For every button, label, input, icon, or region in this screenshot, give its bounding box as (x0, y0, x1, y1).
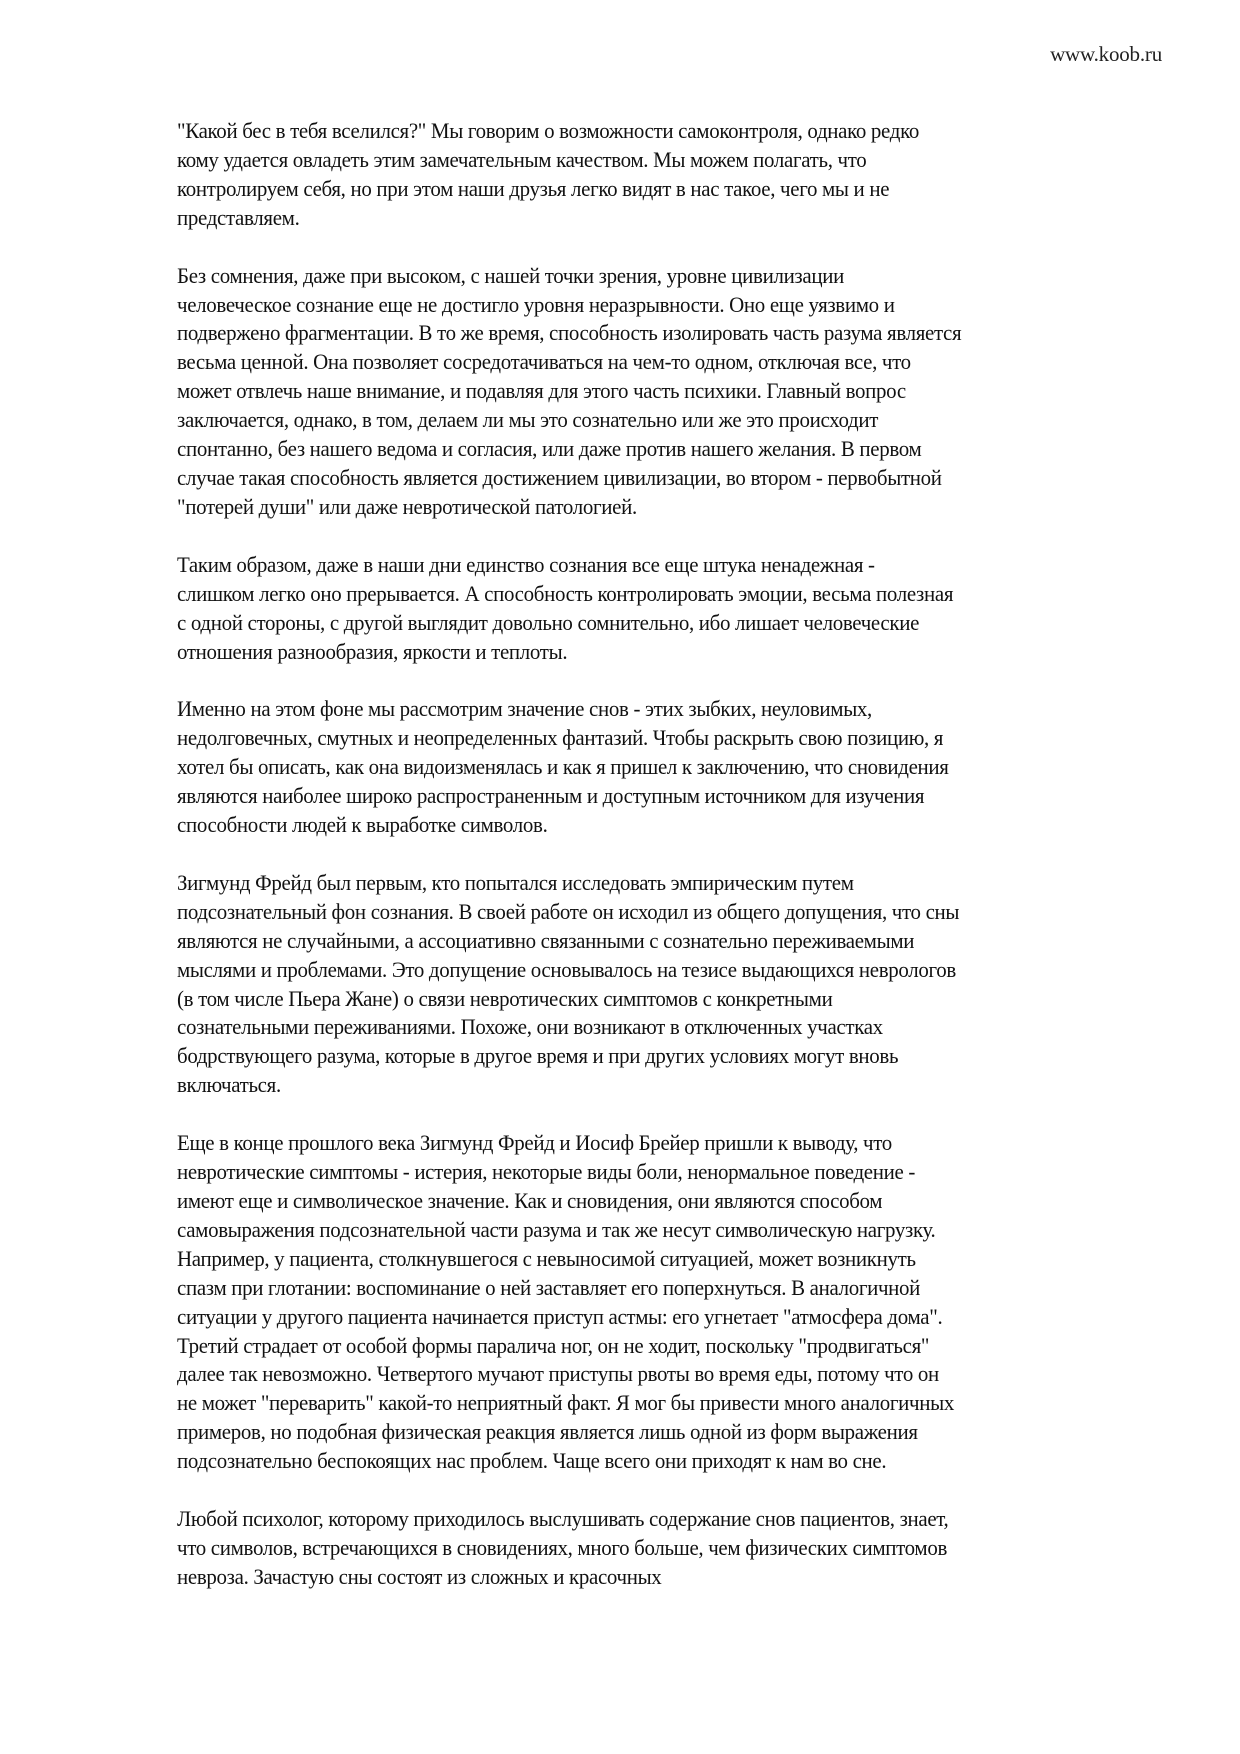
paragraph-3 (177, 551, 1187, 667)
text-line: способности людей к выработке символов. (177, 812, 548, 838)
text-line: являются не случайными, а ассоциативно связанными с сознательно переживаемыми (177, 927, 915, 953)
text-line: подсознательный фон сознания. В своей работе он исходил из общего допущения, что сны (177, 898, 960, 924)
text-line: (в том числе Пьера Жане) о связи невротических симптомов с конкретными (177, 985, 833, 1011)
text-line: кому удается овладеть этим замечательным качеством. Мы можем полагать, что (177, 146, 867, 172)
text-line: включаться. (177, 1072, 281, 1098)
text-line: человеческое сознание еще не достигло уровня неразрывности. Оно еще уязвимо и (177, 291, 895, 317)
text-line: Третий страдает от особой формы паралича ног, он не ходит, поскольку "продвигаться" (177, 1332, 930, 1358)
paragraph-4 (177, 695, 1187, 840)
text-line: Именно на этом фоне мы рассмотрим значение снов - этих зыбких, неуловимых, (177, 696, 872, 722)
text-line: отношения разнообразия, яркости и теплоты. (177, 638, 568, 664)
text-line: подвержено фрагментации. В то же время, способность изолировать часть разума является (177, 320, 962, 346)
text-line: имеют еще и символическое значение. Как и сновидения, они являются способом (177, 1188, 883, 1213)
paragraph-7 (177, 1505, 1187, 1592)
text-line: ситуации у другого пациента начинается приступ астмы: его угнетает "атмосфера дома". (177, 1303, 943, 1329)
text-line: Любой психолог, которому приходилось выслушивать содержание снов пациентов, знает, (177, 1506, 949, 1532)
text-line: случае такая способность является достижением цивилизации, во втором - первобытной (177, 464, 942, 490)
text-line: невротические симптомы - истерия, некоторые виды боли, ненормальное поведение - (177, 1159, 916, 1185)
text-line: "Какой бес в тебя вселился?" Мы говорим о возможности самоконтроля, однако редко (177, 118, 919, 143)
text-line: контролируем себя, но при этом наши друзья легко видят в нас такое, чего мы и не (177, 175, 890, 201)
text-line: с одной стороны, с другой выглядит довольно сомнительно, ибо лишает человеческие (177, 609, 920, 635)
text-line: мыслями и проблемами. Это допущение основывалось на тезисе выдающихся неврологов (177, 956, 956, 982)
site-url: www.koob.ru (1050, 42, 1162, 66)
text-line: не может "переварить" какой-то неприятный факт. Я мог бы привести много аналогичных (177, 1390, 955, 1416)
text-line: примеров, но подобная физическая реакция является лишь одной из форм выражения (177, 1419, 918, 1445)
paragraph-1 (177, 117, 1187, 233)
text-line: "потерей души" или даже невротической патологией. (177, 493, 637, 519)
text-line: что символов, встречающихся в сновидениях, много больше, чем физических симптомов (177, 1534, 948, 1560)
text-line: самовыражения подсознательной части разума и так же несут символическую нагрузку. (177, 1216, 936, 1242)
text-line: спонтанно, без нашего ведома и согласия, или даже против нашего желания. В первом (177, 436, 922, 462)
paragraph-6 (177, 1129, 1187, 1476)
text-line: заключается, однако, в том, делаем ли мы это сознательно или же это происходит (177, 407, 879, 433)
text-line: недолговечных, смутных и неопределенных фантазий. Чтобы раскрыть свою позицию, я (177, 725, 944, 751)
text-line: бодрствующего разума, которые в другое время и при других условиях могут вновь (177, 1043, 899, 1069)
text-line: являются наиболее широко распространенным и доступным источником для изучения (177, 783, 925, 809)
text-line: сознательными переживаниями. Похоже, они возникают в отключенных участках (177, 1014, 883, 1040)
text-line: спазм при глотании: воспоминание о ней заставляет его поперхнуться. В аналогичной (177, 1274, 921, 1300)
text-line: Еще в конце прошлого века Зигмунд Фрейд и Иосиф Брейер пришли к выводу, что (177, 1130, 892, 1156)
text-line: далее так невозможно. Четвертого мучают приступы рвоты во время еды, потому что он (177, 1361, 939, 1387)
text-line: подсознательно беспокоящих нас проблем. Чаще всего они приходят к нам во сне. (177, 1448, 887, 1474)
text-line: невроза. Зачастую сны состоят из сложных и красочных (177, 1563, 662, 1589)
text-line: Например, у пациента, столкнувшегося с невыносимой ситуацией, может возникнуть (177, 1245, 916, 1271)
text-line: весьма ценной. Она позволяет сосредотачиваться на чем-то одном, отключая все, что (177, 349, 911, 375)
text-line: слишком легко оно прерывается. А способность контролировать эмоции, весьма полезная (177, 580, 954, 606)
text-line: хотел бы описать, как она видоизменялась и как я пришел к заключению, что сновидения (177, 754, 949, 780)
text-line: представляем. (177, 204, 300, 230)
text-line: может отвлечь наше внимание, и подавляя для этого часть психики. Главный вопрос (177, 378, 906, 404)
text-line: Без сомнения, даже при высоком, с нашей точки зрения, уровне цивилизации (177, 262, 844, 288)
paragraph-5 (177, 869, 1187, 1100)
text-line: Таким образом, даже в наши дни единство сознания все еще штука ненадежная - (177, 551, 875, 577)
text-line: Зигмунд Фрейд был первым, кто попытался исследовать эмпирическим путем (177, 869, 854, 895)
body-text (177, 117, 1187, 1621)
paragraph-2 (177, 262, 1187, 522)
